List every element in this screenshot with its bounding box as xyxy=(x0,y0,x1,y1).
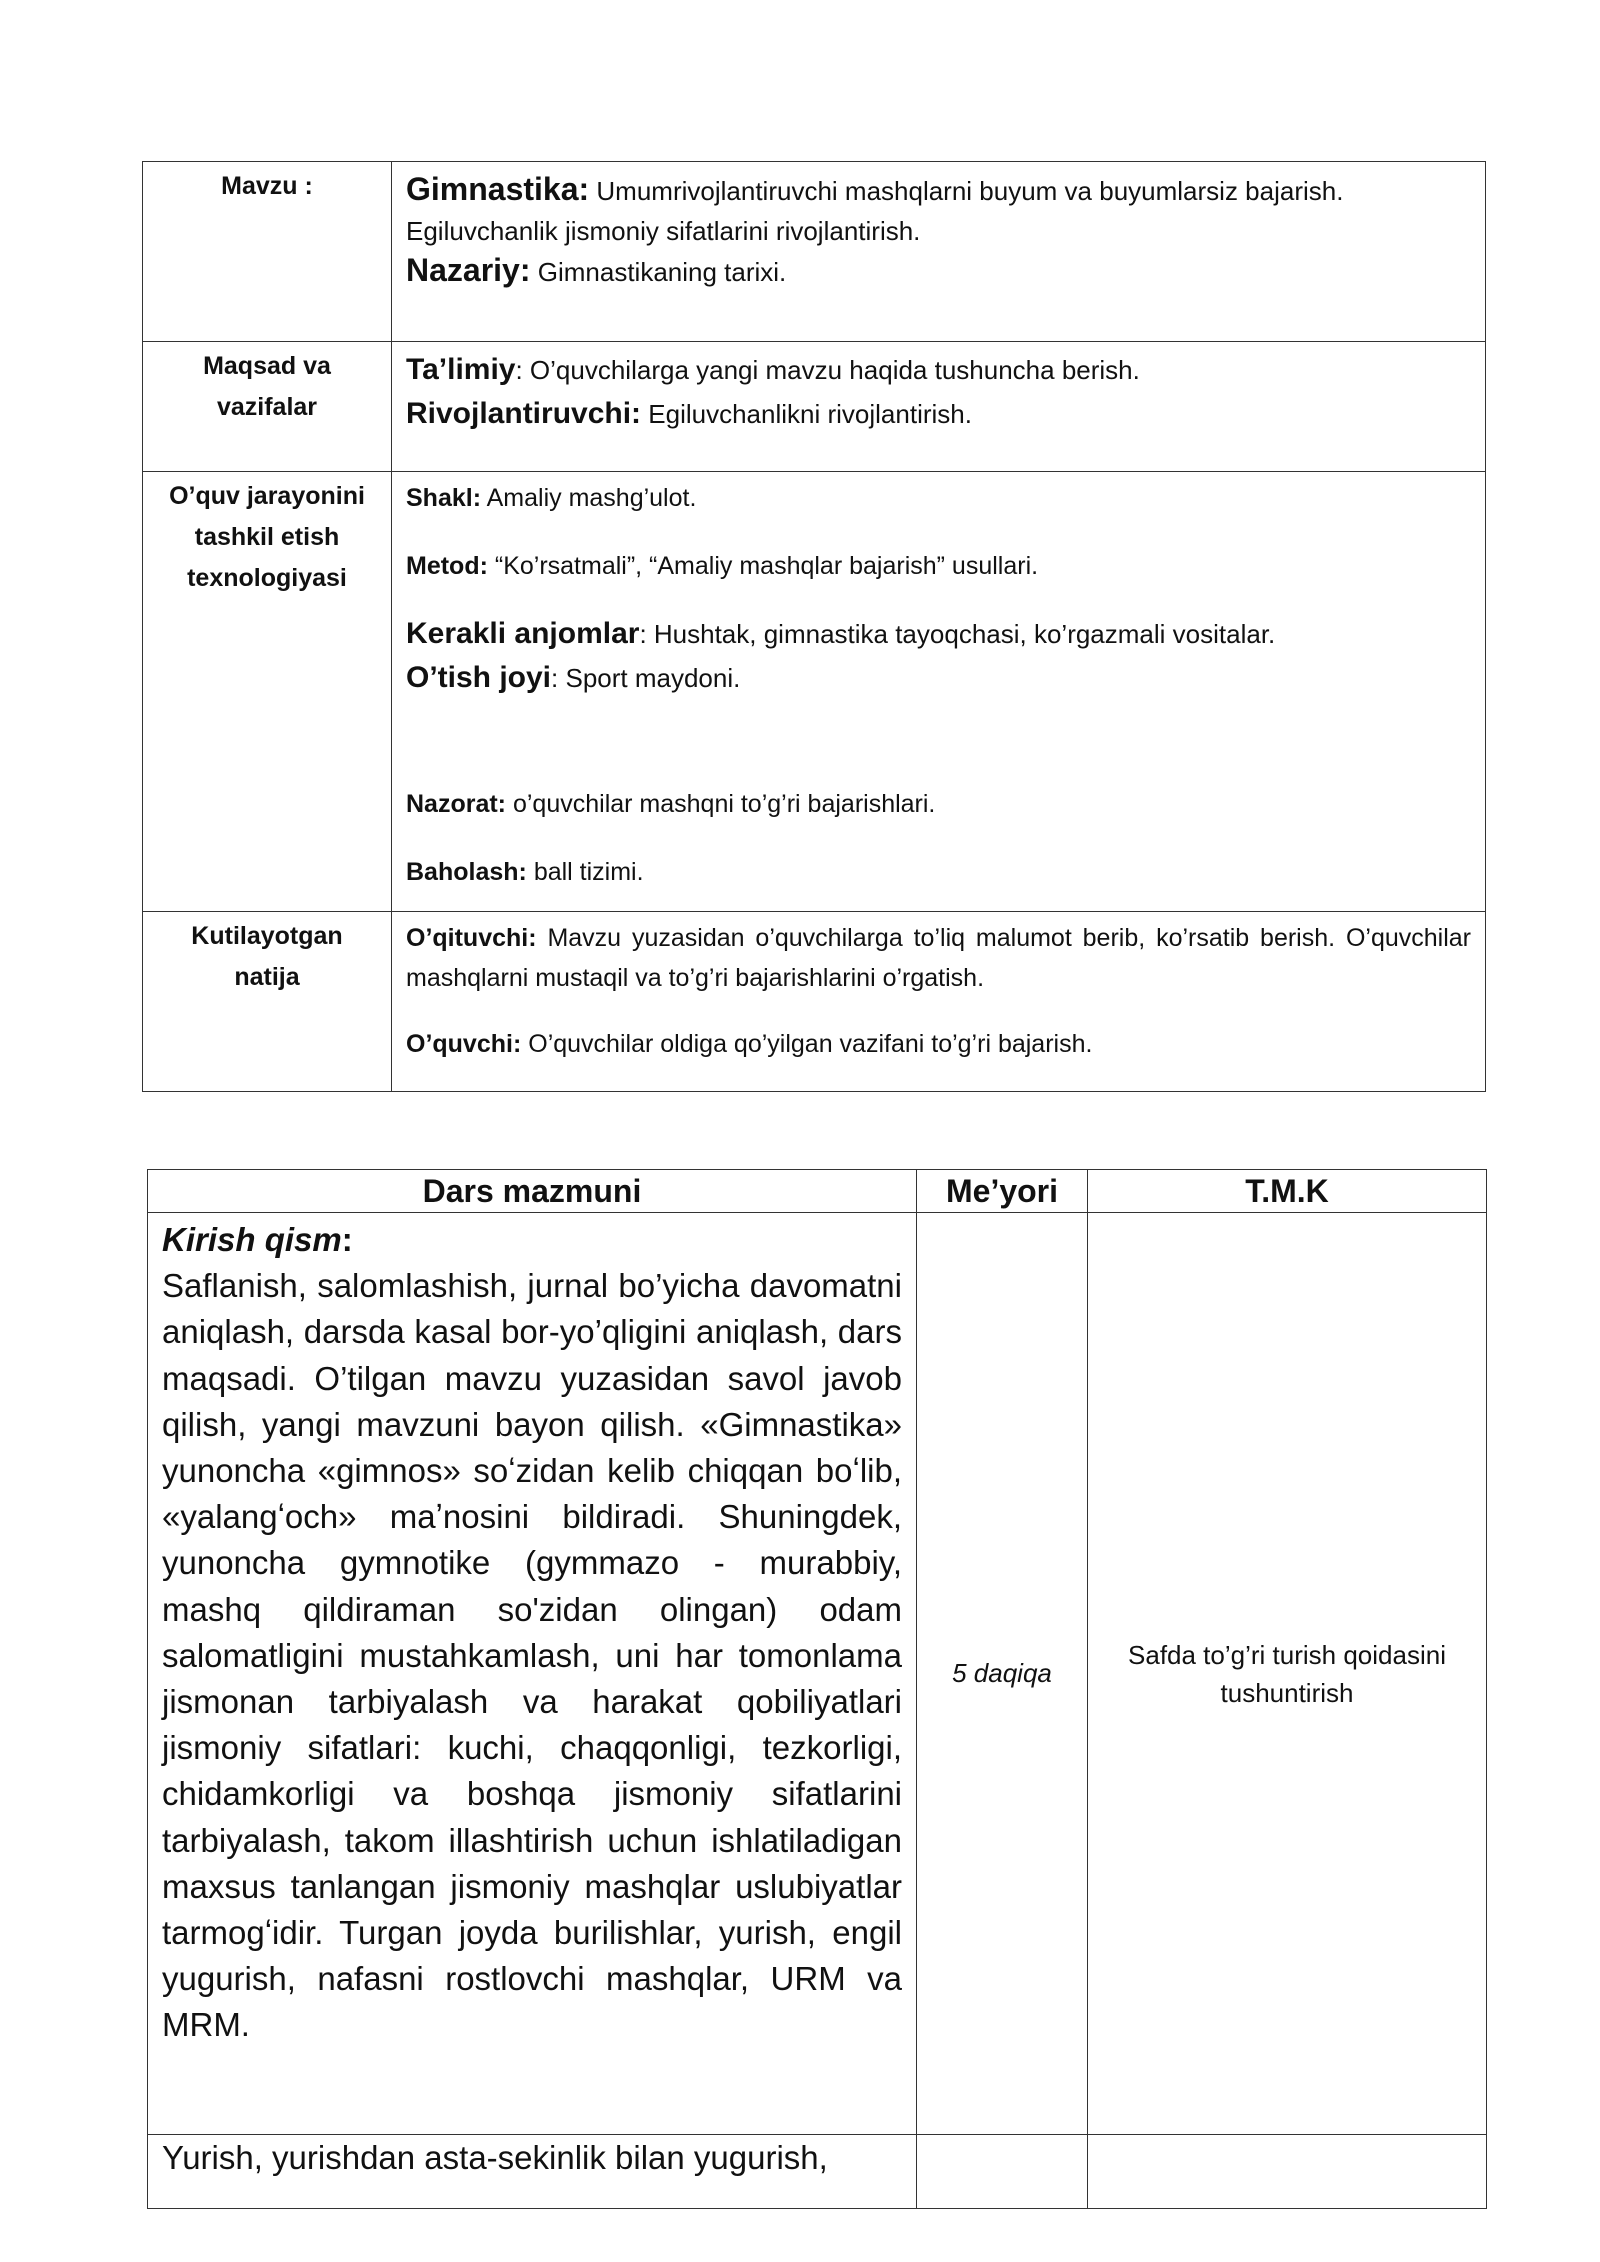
gimnastika-label: Gimnastika: xyxy=(406,171,590,207)
table-row xyxy=(148,2135,1487,2209)
shakl-label: Shakl: xyxy=(406,484,482,512)
meyori-value: 5 daqiqa xyxy=(952,1658,1052,1688)
row2-tmk-cell xyxy=(1088,2135,1487,2209)
header-dars-mazmuni: Dars mazmuni xyxy=(148,1170,917,1213)
oquv-label-line3: texnologiyasi xyxy=(187,564,347,592)
kirish-qism-colon: : xyxy=(341,1221,353,1258)
nazorat-text: o’quvchilar mashqni to’g’ri bajarishlari. xyxy=(512,790,936,818)
baholash-text: ball tizimi. xyxy=(533,858,644,886)
rivojlantiruvchi-label: Rivojlantiruvchi: xyxy=(406,397,642,430)
maqsad-value-cell xyxy=(392,342,1486,472)
maqsad-label-line1: Maqsad va xyxy=(203,352,331,380)
table-row xyxy=(143,912,1486,1092)
metod-text: “Ko’rsatmali”, “Amaliy mashqlar bajarish” usullari. xyxy=(494,552,1039,580)
oqituvchi-label: O’qituvchi: xyxy=(406,924,537,952)
oquvchi-text: O’quvchilar oldiga qo’yilgan vazifani to’g’ri bajarish. xyxy=(528,1030,1093,1058)
mavzu-label-cell xyxy=(143,162,392,342)
table-row xyxy=(148,1213,1487,2135)
lesson-info-table xyxy=(142,161,1486,1092)
rivojlantiruvchi-text: Egiluvchanlikni rivojlantirish. xyxy=(648,399,972,429)
table-header-row xyxy=(148,1170,1487,1213)
kirish-qism-cell xyxy=(148,1213,917,2135)
header-meyori: Me’yori xyxy=(917,1170,1088,1213)
row2-meyori-cell xyxy=(917,2135,1088,2209)
gimnastika-text: Umumrivojlantiruvchi mashqlarni buyum va buyumlarsiz bajarish. xyxy=(596,176,1344,206)
row2-text: Yurish, yurishdan asta-sekinlik bilan yugurish, xyxy=(162,2139,828,2176)
kirish-qism-heading: Kirish qism xyxy=(162,1221,342,1258)
otish-joyi-text: : Sport maydoni. xyxy=(551,663,741,693)
natija-label-line2: natija xyxy=(234,963,300,991)
talimiy-label: Ta’limiy xyxy=(406,353,516,386)
lesson-content-table xyxy=(147,1169,1487,2209)
kirish-qism-text: Saflanish, salomlashish, jurnal bo’yicha davomatni aniqlash, darsda kasal bor-yo’qligini aniqlash, dars maqsadi. O’tilgan mavzu yuzasidan savol javob qilish, yangi mavzuni bayon qilish. «Gimnastika» yunoncha «gimnos» soʻzidan kelib chiqqan boʻlib, «yalangʻoch» maʼnosini bildiradi. Shuningdek, yunoncha gymnotike (gymmazo - murabbiy, mashq qildiraman so'zidan olingan) odam salomatligini mustahkamlash, uni har tomonlama jismonan tarbiyalash va harakat qobiliyatlari jismoniy sifatlari: kuchi, chaqqonligi, tezkorligi, chidamkorligi va boshqa jismoniy sifatlarini tarbiyalash, takom illashtirish uchun ishlatiladigan maxsus tanlangan jismoniy mashqlar uslubiyatlar tarmogʻidir. Turgan joyda burilishlar, yurish, engil yugurish, nafasni rostlovchi mashqlar, URM va MRM. xyxy=(162,1267,902,2044)
baholash-label: Baholash: xyxy=(406,858,527,886)
oquv-label-line2: tashkil etish xyxy=(194,523,340,551)
table-row xyxy=(143,342,1486,472)
oqituvchi-text: Mavzu yuzasidan o’quvchilarga to’liq malumot berib, ko’rsatib berish. O’quvchilar mashqlarni mustaqil va to’g’ri bajarishlarini o’rgatish. xyxy=(406,924,1472,992)
tmk-value: Safda to’g’ri turish qoidasini tushuntirish xyxy=(1128,1639,1446,1708)
table-row xyxy=(143,472,1486,912)
nazariy-label: Nazariy: xyxy=(406,252,531,288)
natija-label-cell xyxy=(143,912,392,1092)
mavzu-label: Mavzu : xyxy=(221,172,313,200)
shakl-text: Amaliy mashg’ulot. xyxy=(486,484,697,512)
maqsad-label-cell xyxy=(143,342,392,472)
nazorat-label: Nazorat: xyxy=(406,790,507,818)
maqsad-label-line2: vazifalar xyxy=(216,393,318,421)
row2-content-cell xyxy=(148,2135,917,2209)
natija-value-cell xyxy=(392,912,1486,1092)
metod-label: Metod: xyxy=(406,552,488,580)
mavzu-line2: Egiluvchanlik jismoniy sifatlarini rivojlantirish. xyxy=(406,216,921,246)
nazariy-text: Gimnastikaning tarixi. xyxy=(537,257,787,287)
mavzu-value-cell xyxy=(392,162,1486,342)
header-tmk: T.M.K xyxy=(1088,1170,1487,1213)
anjomlar-label: Kerakli anjomlar xyxy=(406,617,640,650)
otish-joyi-label: O’tish joyi xyxy=(406,661,552,694)
oquv-label-cell xyxy=(143,472,392,912)
oquv-value-cell xyxy=(392,472,1486,912)
tmk-cell xyxy=(1088,1213,1487,2135)
meyori-cell xyxy=(917,1213,1088,2135)
natija-label-line1: Kutilayotgan xyxy=(191,922,343,950)
table-row xyxy=(143,162,1486,342)
anjomlar-text: : Hushtak, gimnastika tayoqchasi, ko’rgazmali vositalar. xyxy=(639,619,1276,649)
oquv-label-line1: O’quv jarayonini xyxy=(169,482,365,510)
talimiy-text: : O’quvchilarga yangi mavzu haqida tushuncha berish. xyxy=(515,355,1140,385)
oquvchi-label: O’quvchi: xyxy=(406,1030,522,1058)
